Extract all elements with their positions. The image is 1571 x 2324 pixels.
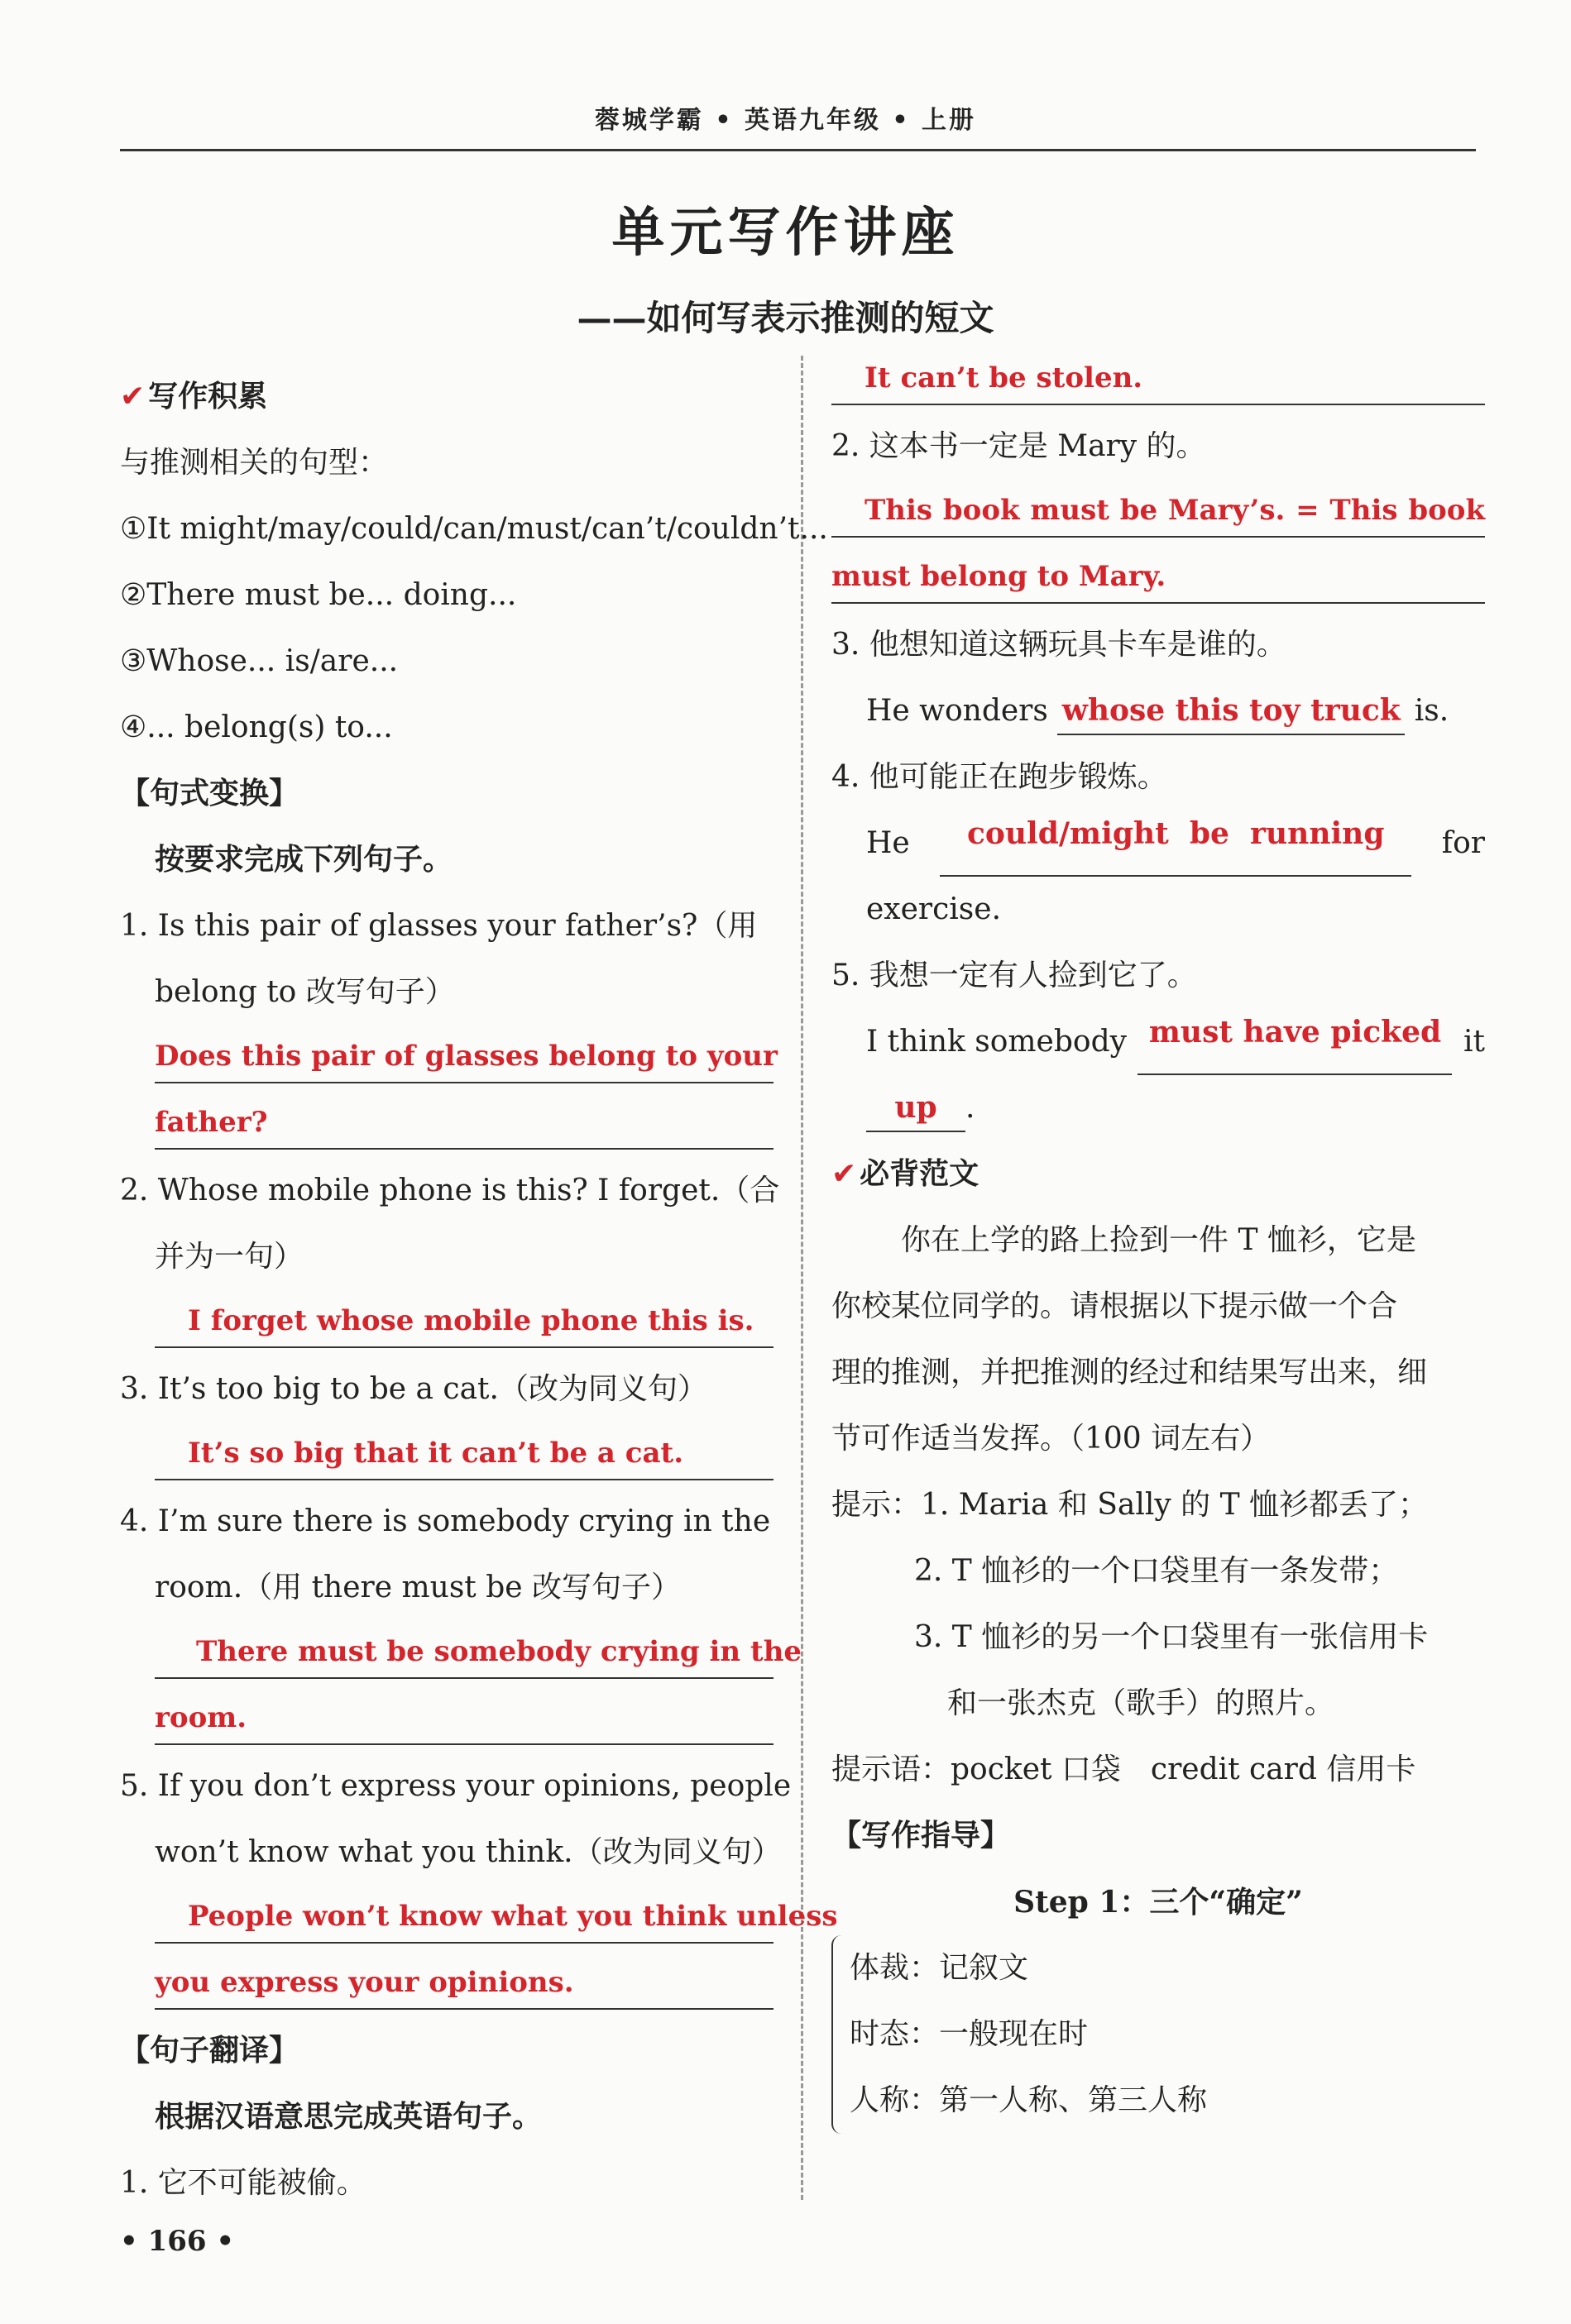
pattern-1: ①It might/may/could/can/must/can’t/couldn’t...: [120, 512, 828, 546]
header-rule: [120, 149, 1476, 151]
question-3: 3. It’s too big to be a cat.（改为同义句）: [120, 1372, 707, 1406]
translation-5-blank: must have picked: [1138, 1009, 1452, 1075]
translation-4-blank: could/might be running: [940, 811, 1411, 877]
section-heading-transform: 【句式变换】: [120, 777, 299, 811]
intro-line: 与推测相关的句型：: [120, 446, 389, 480]
section-heading-model-essay: ✔ 必背范文: [831, 1157, 979, 1191]
translation-4: 4. 他可能正在跑步锻炼。: [831, 760, 1167, 794]
translation-5: 5. 我想一定有人捡到它了。: [831, 959, 1197, 992]
question-2-line-1: 2. Whose mobile phone is this? I forget.（合: [120, 1174, 780, 1207]
hint-2: 2. T 恤衫的一个口袋里有一条发带；: [914, 1554, 1399, 1588]
answer-2: I forget whose mobile phone this is.: [155, 1295, 774, 1348]
page-number: • 166 •: [120, 2225, 235, 2258]
brace-item-genre: 体裁：记叙文: [850, 1951, 1029, 1985]
question-1-line-2: belong to 改写句子）: [155, 975, 455, 1009]
essay-line-2: 你校某位同学的。请根据以下提示做一个合: [831, 1289, 1398, 1323]
hint-1: 提示：1. Maria 和 Sally 的 T 恤衫都丢了；: [831, 1488, 1429, 1522]
answer-2-row: [120, 1290, 774, 1356]
translation-1-answer-row: [831, 347, 1485, 414]
answer-4-line-1: There must be somebody crying in the: [155, 1626, 774, 1679]
translation-5-fill: I think somebody must have picked it: [831, 1009, 1485, 1075]
pattern-2: ②There must be... doing...: [120, 578, 517, 612]
essay-line-3: 理的推测，并把推测的经过和结果写出来，细: [831, 1356, 1428, 1389]
hint-3-continued: 和一张杰克（歌手）的照片。: [947, 1686, 1335, 1720]
answer-4-line-2: room.: [155, 1692, 774, 1745]
brace-icon: [831, 1935, 850, 2134]
answer-5-line-1: People won’t know what you think unless: [155, 1891, 774, 1944]
translation-2-answer-line-2: must belong to Mary.: [831, 551, 1485, 604]
translation-2-answer-row-1: [831, 480, 1485, 546]
transform-instruction: 按要求完成下列句子。: [155, 843, 453, 877]
brace-item-person: 人称：第一人称、第三人称: [850, 2083, 1208, 2117]
translation-3-fill: He wonders whose this toy truck is.: [831, 678, 1485, 744]
translation-4-continuation: exercise.: [866, 892, 1002, 926]
translation-4-fill: He could/might be running for: [831, 811, 1485, 877]
translation-1-answer: It can’t be stolen.: [831, 352, 1485, 405]
answer-4-row-1: [120, 1621, 802, 1687]
question-5-line-2: won’t know what you think.（改为同义句）: [155, 1835, 782, 1869]
answer-3: It’s so big that it can’t be a cat.: [155, 1427, 774, 1480]
translation-2-answer-line-1: This book must be Mary’s. = This book: [831, 485, 1485, 538]
brace-group: [831, 1935, 1485, 2134]
hint-3: 3. T 恤衫的另一个口袋里有一张信用卡: [914, 1620, 1429, 1654]
essay-line-1: 你在上学的路上捡到一件 T 恤衫，它是: [901, 1223, 1416, 1257]
translation-5-fill-2: up .: [831, 1075, 1485, 1141]
translation-3-blank: whose this toy truck: [1057, 687, 1405, 735]
answer-1-row-1: [120, 1026, 778, 1092]
check-icon: ✔: [831, 1157, 857, 1191]
answer-3-row: [120, 1423, 774, 1489]
page-title: 单元写作讲座: [611, 203, 960, 264]
translation-1: 1. 它不可能被偷。: [120, 2166, 366, 2200]
answer-1-line-2: father?: [155, 1097, 774, 1150]
brace-item-tense: 时态：一般现在时: [850, 2017, 1089, 2051]
right-column: [831, 347, 1485, 2134]
essay-line-4: 节可作适当发挥。（100 词左右）: [831, 1422, 1271, 1456]
translation-2-answer-row-2: [831, 546, 1485, 612]
check-icon: ✔: [120, 380, 146, 414]
section-heading-translation: 【句子翻译】: [120, 2034, 299, 2068]
answer-4-row-2: [120, 1687, 774, 1753]
page-subtitle: ——如何写表示推测的短文: [577, 298, 994, 338]
running-header: 蓉城学霸 • 英语九年级 • 上册: [594, 106, 977, 135]
answer-5-row-1: [120, 1886, 838, 1952]
answer-5-row-2: [120, 1952, 774, 2018]
pattern-3: ③Whose... is/are...: [120, 644, 399, 678]
pattern-4: ④... belong(s) to...: [120, 710, 393, 744]
answer-1-line-1: Does this pair of glasses belong to your: [155, 1030, 774, 1083]
translation-2: 2. 这本书一定是 Mary 的。: [831, 429, 1206, 463]
answer-5-line-2: you express your opinions.: [155, 1957, 774, 2010]
question-2-line-2: 并为一句）: [155, 1240, 304, 1274]
vocab-hint: 提示语：pocket 口袋 credit card 信用卡: [831, 1753, 1416, 1786]
left-column: [120, 364, 838, 2216]
translation-3: 3. 他想知道这辆玩具卡车是谁的。: [831, 628, 1286, 662]
question-5-line-1: 5. If you don’t express your opinions, people: [120, 1769, 792, 1803]
translation-5-blank-2: up: [866, 1084, 965, 1132]
question-1-line-1: 1. Is this pair of glasses your father’s?（用: [120, 909, 758, 943]
question-4-line-2: room.（用 there must be 改写句子）: [155, 1571, 681, 1604]
translation-instruction: 根据汉语意思完成英语句子。: [155, 2100, 543, 2134]
question-4-line-1: 4. I’m sure there is somebody crying in the: [120, 1504, 771, 1538]
section-heading-accumulation: ✔ 写作积累: [120, 380, 268, 414]
step-1-heading: Step 1：三个“确定”: [1013, 1885, 1303, 1920]
answer-1-row-2: [120, 1092, 774, 1158]
section-heading-guidance: 【写作指导】: [831, 1819, 1011, 1853]
